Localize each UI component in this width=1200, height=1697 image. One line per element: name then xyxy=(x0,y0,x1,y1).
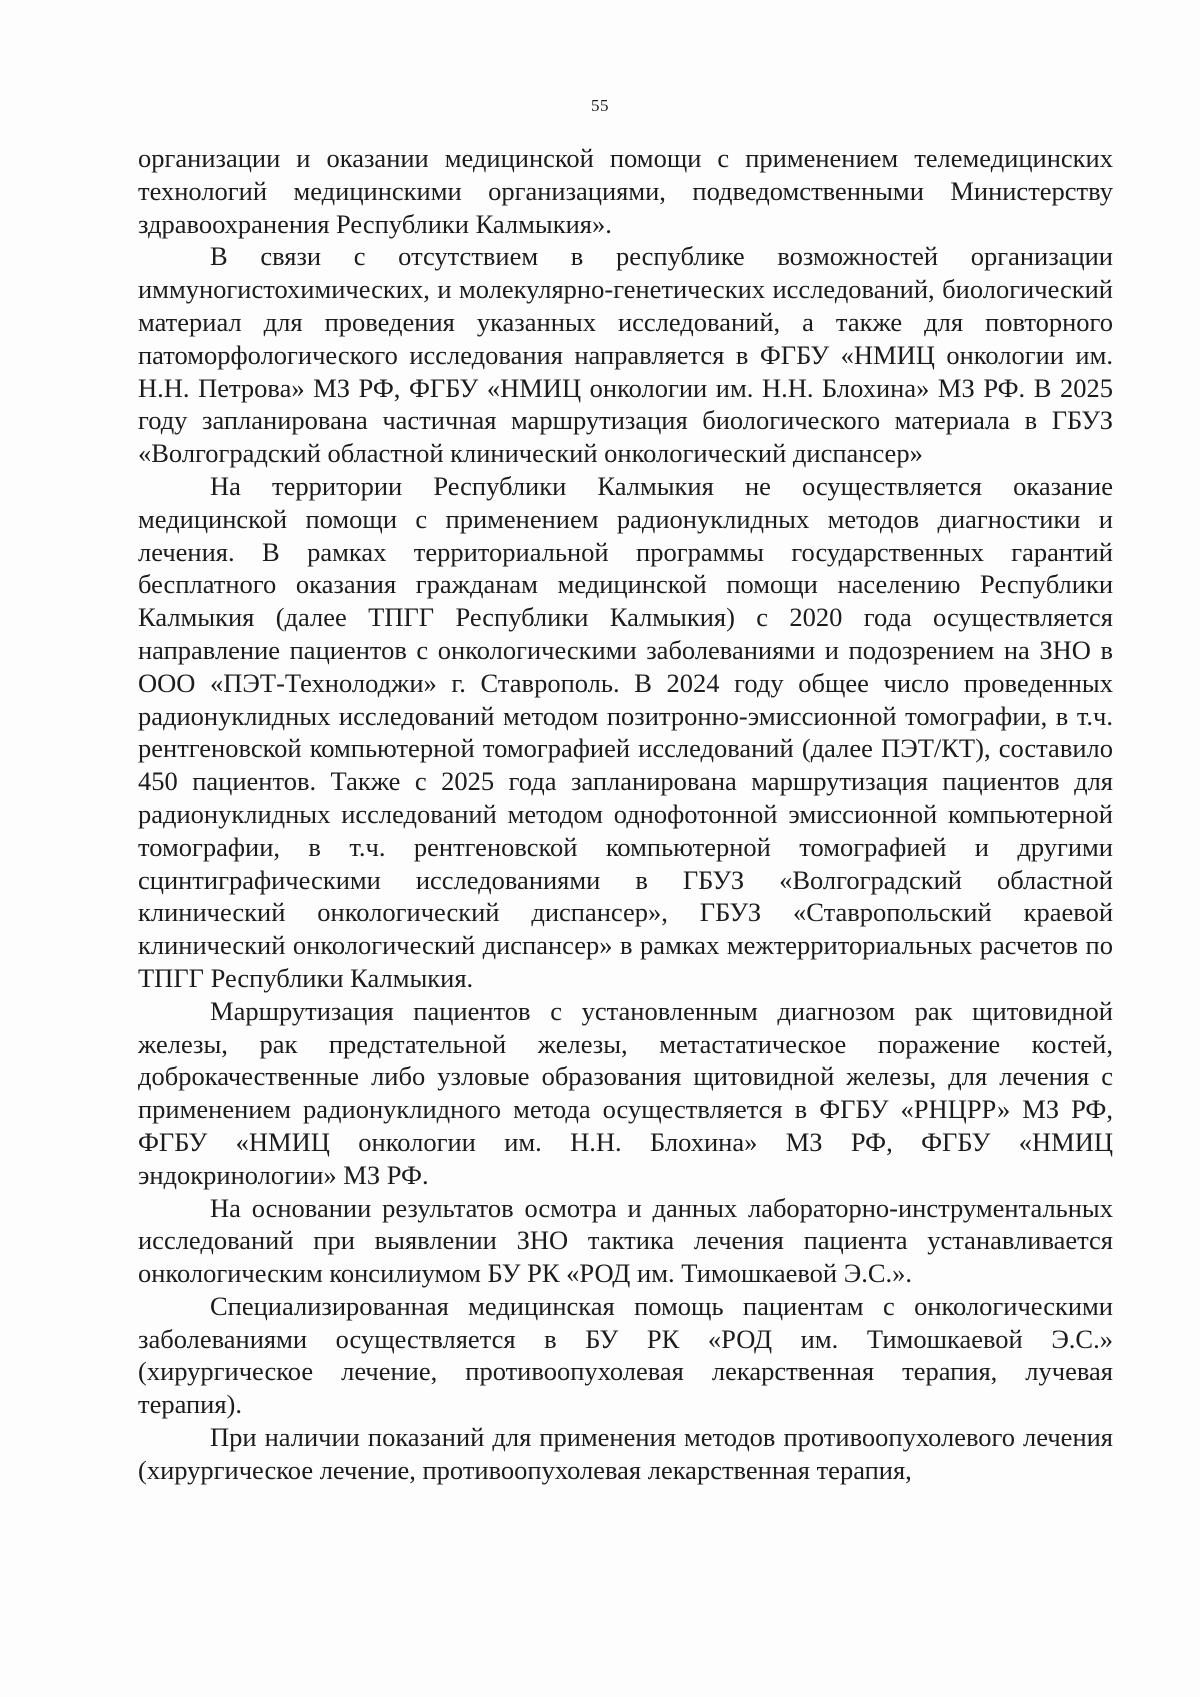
paragraph-treatment-indications: При наличии показаний для применения методов противоопухолевого лечения (хирургическое лечение, противоопухолевая лекарственная терапия, xyxy=(138,1422,1113,1485)
paragraph-radionuclide-treatment: Маршрутизация пациентов с установленным диагнозом рак щитовидной железы, рак предстательной железы, метастатическое поражение костей, доброкачественные либо узловые образования щитовидной железы, для лечения с применением радионуклидного метода осуществляется в ФГБУ «РНЦРР» МЗ РФ, ФГБУ «НМИЦ онкологии им. Н.Н. Блохина» МЗ РФ, ФГБУ «НМИЦ эндокринологии» МЗ РФ. xyxy=(138,995,1113,1190)
paragraph-continuation: организации и оказании медицинской помощи с применением телемедицинских технологий медицинскими организациями, подведомственными Министерству здравоохранения Республики Калмыкия». xyxy=(138,143,1113,239)
paragraph-specialized-care: Специализированная медицинская помощь пациентам с онкологическими заболеваниями осуществляется в БУ РК «РОД им. Тимошкаевой Э.С.» (хирургическое лечение, противоопухолевая лекарственная терапия, лучевая терапия). xyxy=(138,1290,1113,1420)
paragraph-radionuclide-diagnostics: На территории Республики Калмыкия не осуществляется оказание медицинской помощи с применением радионуклидных методов диагностики и лечения. В рамках территориальной программы государственных гарантий бесплатного оказания гражданам медицинской помощи населению Республики Калмыкия (далее ТПГГ Республики Калмыкия) с 2020 года осуществляется направление пациентов с онкологическими заболеваниями и подозрением на ЗНО в ООО «ПЭТ-Технолоджи» г. Ставрополь. В 2024 году общее число проведенных радионуклидных исследований методом позитронно-эмиссионной томографии, в т.ч. рентгеновской компьютерной томографией исследований (далее ПЭТ/КТ), составило 450 пациентов. Также с 2025 года запланирована маршрутизация пациентов для радионуклидных исследований методом однофотонной эмиссионной компьютерной томографии, в т.ч. рентгеновской компьютерной томографией и другими сцинтиграфическими исследованиями в ГБУЗ «Волгоградский областной клинический онкологический диспансер», ГБУЗ «Ставропольский краевой клинический онкологический диспансер» в рамках межтерриториальных расчетов по ТПГГ Республики Калмыкия. xyxy=(138,470,1113,993)
page-number: 55 xyxy=(591,96,609,115)
body-text xyxy=(138,142,1113,1487)
paragraph-biomaterial-routing: В связи с отсутствием в республике возможностей организации иммуногистохимических, и молекулярно-генетических исследований, биологический материал для проведения указанных исследований, а также для повторного патоморфологического исследования направляется в ФГБУ «НМИЦ онкологии им. Н.Н. Петрова» МЗ РФ, ФГБУ «НМИЦ онкологии им. Н.Н. Блохина» МЗ РФ. В 2025 году запланирована частичная маршрутизация биологического материала в ГБУЗ «Волгоградский областной клинический онкологический диспансер» xyxy=(138,241,1113,469)
paragraph-treatment-tactics: На основании результатов осмотра и данных лабораторно-инструментальных исследований при выявлении ЗНО тактика лечения пациента устанавливается онкологическим консилиумом БУ РК «РОД им. Тимошкаевой Э.С.». xyxy=(138,1192,1113,1289)
